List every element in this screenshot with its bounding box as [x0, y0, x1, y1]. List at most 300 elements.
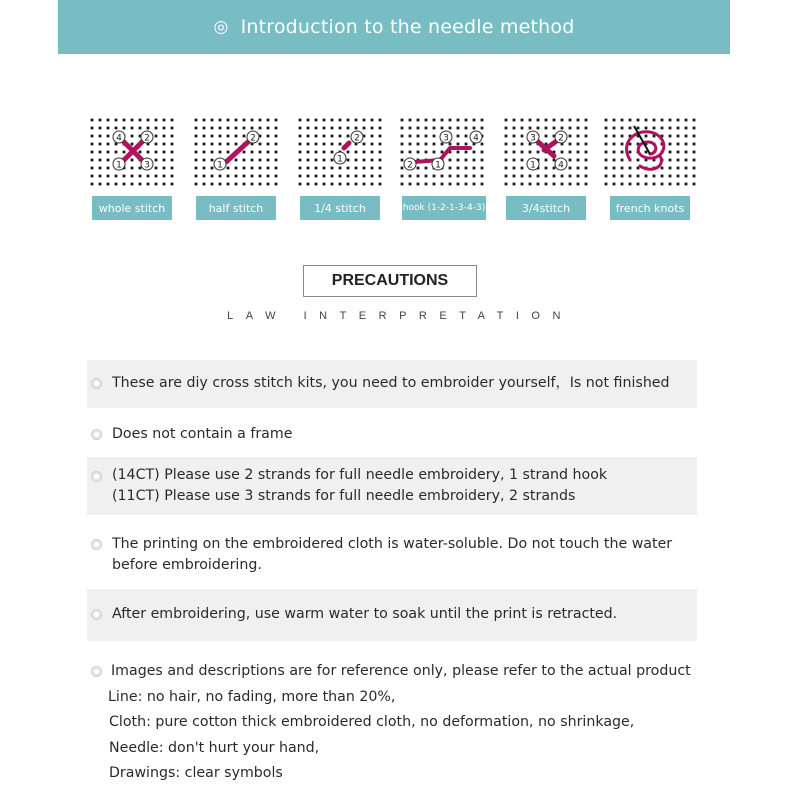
grid-dot: [267, 183, 270, 186]
grid-dot: [521, 135, 524, 138]
grid-dot: [645, 135, 648, 138]
stitch-number-marker: [351, 131, 363, 144]
grid-dot: [685, 167, 688, 170]
grid-dot: [107, 119, 110, 122]
grid-dot: [379, 151, 382, 154]
grid-dot: [115, 127, 118, 130]
grid-dot: [473, 183, 476, 186]
note-item: (14CT) Please use 2 strands for full needle embroidery, 1 strand hook (11CT) Please use 3 strands for full needle embroidery, 2 strands: [87, 457, 697, 515]
grid-dot: [577, 175, 580, 178]
grid-dot: [107, 127, 110, 130]
grid-dot: [577, 127, 580, 130]
grid-dot: [363, 119, 366, 122]
grid-dot: [629, 175, 632, 178]
grid-dot: [147, 119, 150, 122]
grid-dot: [585, 159, 588, 162]
svg-text:4: 4: [116, 133, 122, 144]
grid-dot: [155, 135, 158, 138]
grid-dot: [473, 119, 476, 122]
grid-dot: [355, 119, 358, 122]
grid-dot: [323, 119, 326, 122]
grid-dot: [259, 151, 262, 154]
grid-dot: [211, 135, 214, 138]
grid-dot: [553, 119, 556, 122]
grid-dot: [545, 127, 548, 130]
grid-dot: [171, 159, 174, 162]
grid-dot: [513, 175, 516, 178]
grid-dot: [115, 151, 118, 154]
grid-dot: [355, 127, 358, 130]
grid-dot: [235, 135, 238, 138]
grid-dot: [163, 167, 166, 170]
grid-dot: [371, 119, 374, 122]
grid-dot: [569, 183, 572, 186]
page-title: Introduction to the needle method: [240, 16, 575, 38]
grid-dot: [299, 175, 302, 178]
grid-dot: [275, 175, 278, 178]
svg-text:2: 2: [407, 160, 413, 171]
grid-dot: [299, 183, 302, 186]
grid-dot: [637, 119, 640, 122]
grid-dot: [371, 159, 374, 162]
grid-dot: [195, 175, 198, 178]
stitch-number-marker: [555, 131, 567, 144]
grid-dot: [537, 183, 540, 186]
grid-dot: [621, 159, 624, 162]
grid-dot: [147, 183, 150, 186]
grid-dot: [449, 119, 452, 122]
grid-dot: [481, 175, 484, 178]
grid-dot: [449, 143, 452, 146]
grid-dot: [505, 127, 508, 130]
grid-dot: [585, 183, 588, 186]
grid-dot: [433, 127, 436, 130]
grid-dot: [163, 143, 166, 146]
grid-dot: [629, 127, 632, 130]
grid-dot: [99, 183, 102, 186]
stitch-number-marker: [440, 131, 452, 144]
grid-dot: [275, 119, 278, 122]
grid-dot: [371, 183, 374, 186]
grid-dot: [355, 151, 358, 154]
grid-dot: [521, 143, 524, 146]
grid-dot: [99, 127, 102, 130]
grid-dot: [227, 183, 230, 186]
grid-dot: [553, 175, 556, 178]
grid-dot: [115, 119, 118, 122]
grid-dot: [433, 135, 436, 138]
grid-dot: [481, 183, 484, 186]
grid-dot: [585, 135, 588, 138]
grid-dot: [425, 175, 428, 178]
grid-dot: [139, 183, 142, 186]
grid-dot: [401, 135, 404, 138]
grid-dot: [605, 119, 608, 122]
grid-dot: [605, 175, 608, 178]
grid-dot: [465, 167, 468, 170]
grid-dot: [251, 167, 254, 170]
grid-dot: [227, 167, 230, 170]
stitch-number-marker: [555, 158, 567, 171]
three-quarter-stitch-diagram: [500, 114, 592, 190]
grid-dot: [235, 183, 238, 186]
grid-dot: [621, 119, 624, 122]
grid-dot: [505, 135, 508, 138]
grid-dot: [417, 167, 420, 170]
grid-dot: [131, 127, 134, 130]
grid-dot: [513, 159, 516, 162]
grid-dot: [355, 159, 358, 162]
grid-dot: [417, 151, 420, 154]
note-item: Does not contain a frame: [87, 424, 697, 445]
needle-icon: [634, 126, 650, 154]
grid-dot: [307, 119, 310, 122]
grid-dot: [379, 135, 382, 138]
grid-dot: [339, 167, 342, 170]
grid-dot: [621, 175, 624, 178]
svg-text:2: 2: [250, 133, 256, 144]
grid-dot: [171, 183, 174, 186]
note-item: These are diy cross stitch kits, you need to embroider yourself，Is not finished: [87, 360, 697, 408]
grid-dot: [553, 183, 556, 186]
grid-dot: [545, 167, 548, 170]
grid-dot: [315, 143, 318, 146]
quarter-stitch-diagram: [294, 114, 386, 190]
grid-dot: [481, 167, 484, 170]
grid-dot: [131, 175, 134, 178]
grid-dot: [585, 167, 588, 170]
grid-dot: [251, 127, 254, 130]
grid-dot: [275, 151, 278, 154]
grid-dot: [299, 167, 302, 170]
grid-dot: [521, 159, 524, 162]
grid-dot: [139, 175, 142, 178]
grid-dot: [203, 167, 206, 170]
grid-dot: [211, 143, 214, 146]
stitch-number-marker: [141, 131, 153, 144]
grid-dot: [685, 119, 688, 122]
grid-dot: [653, 175, 656, 178]
grid-dot: [347, 135, 350, 138]
grid-dot: [433, 151, 436, 154]
grid-dot: [163, 135, 166, 138]
grid-dot: [401, 127, 404, 130]
grid-dot: [621, 167, 624, 170]
grid-dot: [585, 151, 588, 154]
grid-dot: [347, 151, 350, 154]
grid-dot: [99, 159, 102, 162]
grid-dot: [147, 175, 150, 178]
grid-dot: [131, 167, 134, 170]
grid-dot: [251, 151, 254, 154]
grid-dot: [331, 159, 334, 162]
grid-dot: [355, 167, 358, 170]
grid-dot: [307, 175, 310, 178]
grid-dot: [307, 183, 310, 186]
grid-dot: [147, 127, 150, 130]
grid-dot: [621, 151, 624, 154]
grid-dot: [449, 159, 452, 162]
grid-dot: [569, 135, 572, 138]
svg-text:1: 1: [337, 154, 343, 165]
grid-dot: [473, 127, 476, 130]
grid-dot: [323, 183, 326, 186]
grid-dot: [323, 127, 326, 130]
grid-dot: [203, 143, 206, 146]
grid-dot: [585, 143, 588, 146]
grid-dot: [613, 159, 616, 162]
bullet-icon: [91, 609, 102, 620]
grid-dot: [669, 167, 672, 170]
grid-dot: [99, 143, 102, 146]
grid-dot: [553, 127, 556, 130]
grid-dot: [211, 183, 214, 186]
grid-dot: [219, 143, 222, 146]
grid-dot: [267, 135, 270, 138]
grid-dot: [251, 175, 254, 178]
grid-dot: [521, 175, 524, 178]
grid-dot: [505, 183, 508, 186]
grid-dot: [379, 167, 382, 170]
grid-dot: [243, 183, 246, 186]
svg-text:4: 4: [558, 160, 564, 171]
grid-dot: [537, 127, 540, 130]
grid-dot: [139, 167, 142, 170]
grid-dot: [307, 127, 310, 130]
grid-dot: [371, 143, 374, 146]
grid-dot: [195, 159, 198, 162]
grid-dot: [227, 175, 230, 178]
grid-dot: [441, 175, 444, 178]
grid-dot: [275, 143, 278, 146]
grid-dot: [401, 167, 404, 170]
grid-dot: [315, 159, 318, 162]
stitch-number-marker: [334, 152, 346, 165]
circle-dot-icon: ◎: [213, 17, 229, 37]
grid-dot: [457, 127, 460, 130]
grid-dot: [465, 119, 468, 122]
grid-dot: [569, 167, 572, 170]
grid-dot: [227, 151, 230, 154]
grid-dot: [677, 119, 680, 122]
grid-dot: [171, 143, 174, 146]
grid-dot: [401, 159, 404, 162]
grid-dot: [307, 143, 310, 146]
grid-dot: [661, 119, 664, 122]
note-item: After embroidering, use warm water to soak until the print is retracted.: [87, 589, 697, 641]
grid-dot: [465, 175, 468, 178]
whole-stitch-diagram: [86, 114, 178, 190]
grid-dot: [513, 167, 516, 170]
grid-dot: [195, 119, 198, 122]
stitch-number-marker: [432, 158, 444, 171]
grid-dot: [331, 143, 334, 146]
grid-dot: [561, 127, 564, 130]
grid-dot: [227, 143, 230, 146]
grid-dot: [339, 175, 342, 178]
svg-text:4: 4: [473, 133, 479, 144]
grid-dot: [669, 143, 672, 146]
grid-dot: [91, 167, 94, 170]
svg-text:1: 1: [217, 160, 223, 171]
grid-dot: [677, 175, 680, 178]
grid-dot: [315, 175, 318, 178]
grid-dot: [693, 175, 696, 178]
grid-dot: [107, 143, 110, 146]
grid-dot: [275, 167, 278, 170]
stitch-number-marker: [470, 131, 482, 144]
grid-dot: [171, 167, 174, 170]
grid-dot: [339, 143, 342, 146]
svg-text:2: 2: [558, 133, 564, 144]
grid-dot: [677, 135, 680, 138]
grid-dot: [677, 183, 680, 186]
grid-dot: [545, 183, 548, 186]
grid-dot: [613, 143, 616, 146]
grid-dot: [379, 159, 382, 162]
grid-dot: [251, 159, 254, 162]
grid-dot: [91, 127, 94, 130]
grid-dot: [661, 167, 664, 170]
grid-dot: [131, 159, 134, 162]
grid-dot: [637, 159, 640, 162]
grid-dot: [605, 159, 608, 162]
grid-dot: [441, 119, 444, 122]
french-knot-diagram: [600, 114, 704, 190]
grid-dot: [561, 119, 564, 122]
grid-dot: [299, 127, 302, 130]
note-item: Images and descriptions are for reference only, please refer to the actual product Line: no hair, no fading, more than 20%, Cloth: pure cotton thick embroidered cloth, no deformation, no shrinkage, Needle: don't hurt your hand, Drawings: clear symbols: [87, 659, 697, 787]
stitch-number-marker: [141, 158, 153, 171]
grid-dot: [513, 143, 516, 146]
stitch-number-marker: [404, 158, 416, 171]
stitch-number-marker: [527, 158, 539, 171]
grid-dot: [505, 143, 508, 146]
grid-dot: [155, 151, 158, 154]
grid-dot: [409, 135, 412, 138]
grid-dot: [323, 175, 326, 178]
grid-dot: [621, 183, 624, 186]
grid-dot: [107, 167, 110, 170]
svg-text:1: 1: [530, 160, 536, 171]
grid-dot: [323, 159, 326, 162]
grid-dot: [561, 175, 564, 178]
grid-dot: [307, 135, 310, 138]
grid-dot: [227, 135, 230, 138]
grid-dot: [433, 175, 436, 178]
grid-dot: [171, 119, 174, 122]
grid-dot: [537, 175, 540, 178]
grid-dot: [417, 183, 420, 186]
grid-dot: [99, 119, 102, 122]
grid-dot: [331, 127, 334, 130]
grid-dot: [481, 151, 484, 154]
grid-dot: [605, 167, 608, 170]
svg-text:1: 1: [435, 160, 441, 171]
grid-dot: [417, 127, 420, 130]
bullet-icon: [91, 429, 102, 440]
bullet-icon: [91, 539, 102, 550]
grid-dot: [259, 183, 262, 186]
grid-dot: [605, 127, 608, 130]
grid-dot: [417, 175, 420, 178]
grid-dot: [669, 127, 672, 130]
grid-dot: [677, 167, 680, 170]
grid-dot: [163, 119, 166, 122]
grid-dot: [449, 183, 452, 186]
bullet-icon: [91, 471, 102, 482]
grid-dot: [211, 119, 214, 122]
grid-dot: [299, 151, 302, 154]
grid-dot: [677, 143, 680, 146]
grid-dot: [613, 127, 616, 130]
grid-dot: [693, 167, 696, 170]
grid-dot: [307, 167, 310, 170]
grid-dot: [259, 119, 262, 122]
grid-dot: [545, 175, 548, 178]
grid-dot: [275, 159, 278, 162]
grid-dot: [457, 183, 460, 186]
half-stitch-diagram: [190, 114, 282, 190]
grid-dot: [203, 175, 206, 178]
grid-dot: [629, 183, 632, 186]
grid-dot: [553, 159, 556, 162]
grid-dot: [661, 183, 664, 186]
bullet-icon: [91, 666, 102, 677]
grid-dot: [363, 127, 366, 130]
grid-dot: [577, 159, 580, 162]
grid-dot: [195, 167, 198, 170]
grid-dot: [275, 135, 278, 138]
grid-dot: [669, 175, 672, 178]
precautions-subtitle: LAW INTERPRETATION: [227, 310, 573, 322]
grid-dot: [171, 175, 174, 178]
grid-dot: [621, 135, 624, 138]
grid-dot: [267, 143, 270, 146]
grid-dot: [693, 143, 696, 146]
grid-dot: [473, 167, 476, 170]
grid-dot: [577, 183, 580, 186]
grid-dot: [465, 143, 468, 146]
grid-dot: [299, 143, 302, 146]
grid-dot: [355, 183, 358, 186]
grid-dot: [441, 151, 444, 154]
grid-dot: [299, 119, 302, 122]
grid-dot: [425, 119, 428, 122]
grid-dot: [653, 119, 656, 122]
stitch-hook: [396, 114, 488, 213]
grid-dot: [677, 127, 680, 130]
grid-dot: [331, 135, 334, 138]
grid-dot: [275, 183, 278, 186]
grid-dot: [613, 175, 616, 178]
grid-dot: [605, 151, 608, 154]
grid-dot: [457, 175, 460, 178]
grid-dot: [115, 183, 118, 186]
grid-dot: [259, 127, 262, 130]
grid-dot: [171, 127, 174, 130]
grid-dot: [521, 167, 524, 170]
grid-dot: [545, 159, 548, 162]
grid-dot: [481, 127, 484, 130]
grid-dot: [637, 127, 640, 130]
grid-dot: [457, 119, 460, 122]
grid-dot: [171, 151, 174, 154]
grid-dot: [347, 183, 350, 186]
grid-dot: [561, 151, 564, 154]
grid-dot: [537, 119, 540, 122]
grid-dot: [685, 159, 688, 162]
